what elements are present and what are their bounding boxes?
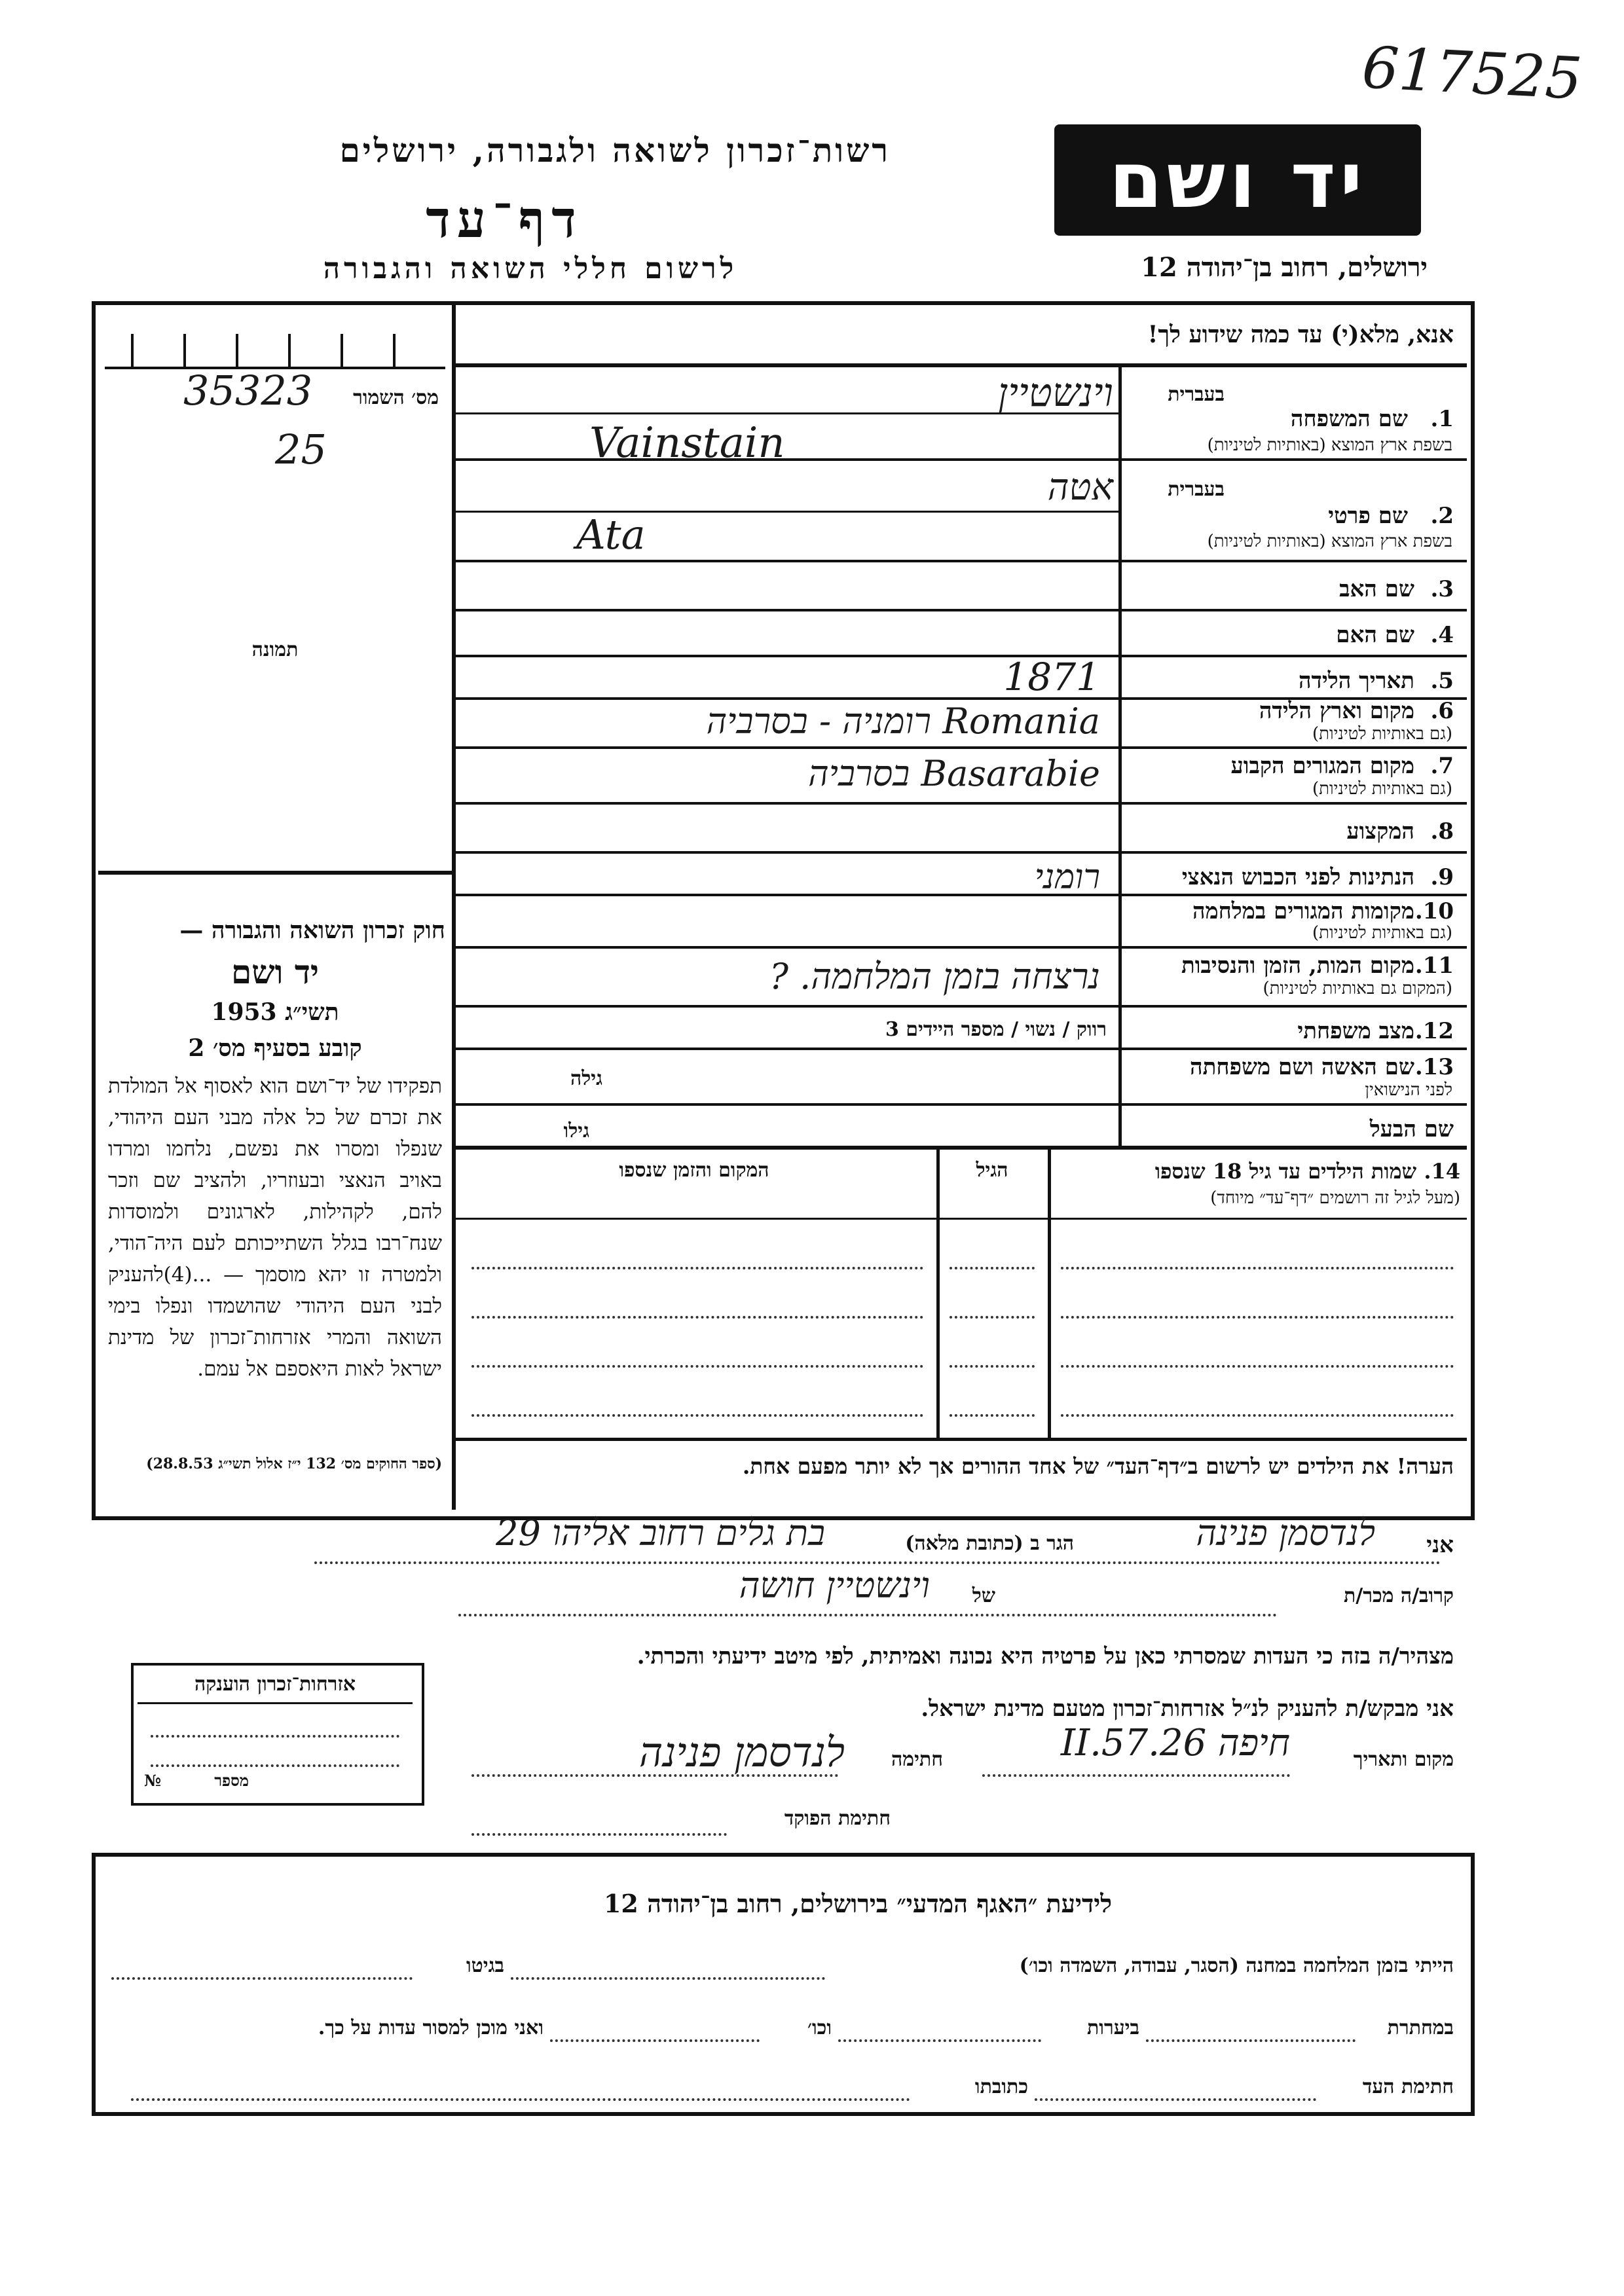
field-2-hebrew: אטה xyxy=(1047,466,1113,509)
field-7-label: מקום המגורים הקבוע xyxy=(1230,753,1414,779)
field-1-lang: בעברית xyxy=(1168,383,1225,406)
field-10-label: מקומות המגורים במלחמה xyxy=(1192,898,1414,924)
field-1-label: שם המשפחה xyxy=(1290,406,1408,432)
declaration-relative-label: קרוב/ה מכר/ת xyxy=(1343,1584,1454,1607)
registration-value: 35323 xyxy=(183,367,313,414)
header-title: דף־עד xyxy=(426,190,583,249)
field-1-latin: Vainstain xyxy=(589,419,785,467)
bottom-title: לידיעת ״האגף המדעי״ בירושלים, רחוב בן־יהודה 12 xyxy=(603,1889,1113,1918)
law-year: תשי״ג 1953 xyxy=(211,998,339,1026)
citizenship-title: אזרחות־זכרון הוענקה xyxy=(194,1673,356,1696)
document-number: 617525 xyxy=(1360,33,1584,113)
field-13-number: 13. xyxy=(1414,1054,1454,1080)
field-4-label: שם האם xyxy=(1336,622,1414,648)
field-12-number: 12. xyxy=(1414,1018,1454,1044)
field-6-sub: (גם באותיות לטיניות) xyxy=(1312,724,1452,744)
header-authority: רשות־זכרון לשואה ולגבורה, ירושלים xyxy=(339,131,891,170)
field-7-value: Basarabie בסרביה xyxy=(808,753,1100,794)
field-5-value: 1871 xyxy=(1003,655,1100,699)
bottom-line1-end: בגיטו xyxy=(466,1954,504,1977)
bottom-line2-etc: וכו׳ xyxy=(807,2016,832,2039)
note-text: הערה! את הילדים יש לרשום ב״דף־העד״ של אחד ההורים אך לא יותר מפעם אחת. xyxy=(742,1453,1454,1479)
declaration-ani: אני xyxy=(1426,1532,1454,1558)
declaration-statement: מצהיר/ה בזה כי העדות שמסרתי כאן על פרטיה היא נכונה ואמיתית, לפי מיטב ידיעתי והכרתי. xyxy=(637,1643,1454,1669)
citizenship-no: № xyxy=(144,1771,162,1790)
field-11-number: 11. xyxy=(1414,953,1454,979)
header-address: ירושלים, רחוב בן־יהודה 12 xyxy=(1141,252,1428,283)
declaration-of-label: של xyxy=(972,1584,995,1607)
field-13-sub: לפני הנישואין xyxy=(1365,1080,1452,1100)
photo-label: תמונה xyxy=(251,638,299,661)
declaration-name: לנדסמן פנינה xyxy=(1196,1512,1375,1554)
field-9-number: 9. xyxy=(1430,864,1454,890)
place-date-label: מקום ותאריך xyxy=(1353,1748,1454,1771)
field-2-lang: בעברית xyxy=(1168,478,1225,501)
field-2-sub: בשפת ארץ המוצא (באותיות לטיניות) xyxy=(1207,532,1452,551)
field-11-value: נרצחה בזמן המלחמה. ? xyxy=(769,956,1100,997)
law-reference: (ספר החוקים מס׳ 132 י״ז אלול תשי״ג 28.8.53) xyxy=(146,1455,442,1472)
field-2-latin: Ata xyxy=(576,511,646,558)
signature-label: חתימה xyxy=(891,1748,943,1771)
children-place-header: המקום והזמן שנספו xyxy=(619,1159,769,1182)
law-title: חוק זכרון השואה והגבורה — xyxy=(179,917,445,944)
bottom-line3-start: חתימת העד xyxy=(1362,2075,1454,2098)
bottom-line3-end: כתובתו xyxy=(974,2075,1028,2098)
law-text: תפקידו של יד־ושם הוא לאסוף אל המולדת את זכרם של כל אלה מבני העם היהודי, שנפלו ומסרו את נפשם, נלחמו ומרדו באויב הנאצי ובעוזריו, ולהציב שם וזכר להם, לקהילות, לארגונים ולמוסדות שנח־רבו בגלל השתייכותם לעם היה־הודי, ולמטרה זו יהא מוסמך — ...(4)להעניק לבני העם היהודי שהושמדו ונפלו בימי השואה והמרי אזרחות־זכרון של מדינת ישראל לאות היאספם אל עמם. xyxy=(108,1074,442,1381)
bottom-line2-end: ואני מוכן למסור עדות על כך. xyxy=(318,2016,544,2039)
citizenship-number-label: מספר xyxy=(214,1771,249,1790)
declaration-of-value: וינשטיין חושה xyxy=(739,1565,930,1606)
field-3-number: 3. xyxy=(1430,576,1454,602)
signature-value: לנדסמן פנינה xyxy=(638,1728,845,1776)
field-6-number: 6. xyxy=(1430,698,1454,724)
header-subtitle: לרשום חללי השואה והגבורה xyxy=(323,252,738,285)
registration-sub: 25 xyxy=(275,426,327,473)
left-column-divider xyxy=(452,305,456,1510)
field-9-label: הנתינות לפני הכבוש הנאצי xyxy=(1181,864,1414,890)
registration-label: מס׳ השמור xyxy=(353,386,439,409)
children-label: 14. שמות הילדים עד גיל 18 שנספו xyxy=(1154,1159,1460,1184)
field-3-label: שם האב xyxy=(1339,576,1414,602)
field-5-number: 5. xyxy=(1430,668,1454,694)
law-clause: קובע בסעיף מס׳ 2 xyxy=(188,1034,362,1062)
children-age-header: הגיל xyxy=(976,1159,1008,1182)
yad-vashem-logo xyxy=(1054,124,1421,236)
bottom-line2-mid: ביערות xyxy=(1086,2016,1139,2039)
declaration-address-label: הגר ב (כתובת מלאה) xyxy=(905,1532,1074,1555)
field-10-sub: (גם באותיות לטיניות) xyxy=(1312,923,1452,943)
field-7-sub: (גם באותיות לטיניות) xyxy=(1312,779,1452,799)
declaration-address: בת גלים רחוב אליהו 29 xyxy=(496,1512,825,1554)
intro-text: אנא, מלא(י) עד כמה שידוע לך! xyxy=(1147,321,1454,348)
field-5-label: תאריך הלידה xyxy=(1298,668,1414,694)
logo-text: יד ושם xyxy=(1109,135,1367,225)
husband-age-label: גילו xyxy=(563,1120,589,1142)
field-1-sub: בשפת ארץ המוצא (באותיות לטיניות) xyxy=(1207,435,1452,455)
bottom-line1: הייתי בזמן המלחמה במחנה (הסגר, עבודה, השמדה וכו׳) xyxy=(1019,1954,1454,1977)
field-2-number: 2. xyxy=(1430,503,1454,529)
label-column-divider xyxy=(1118,367,1122,1146)
field-6-value: Romania רומניה - בסרביה xyxy=(706,701,1100,742)
field-13-label: שם האשה ושם משפחתה xyxy=(1190,1054,1414,1080)
field-1-hebrew: וינשטיין xyxy=(997,370,1113,416)
registration-ticks xyxy=(105,327,445,369)
field-11-sub: (המקום גם באותיות לטיניות) xyxy=(1263,979,1452,998)
field-4-number: 4. xyxy=(1430,622,1454,648)
field-7-number: 7. xyxy=(1430,753,1454,779)
children-sub: (מעל לגיל זה רושמים ״דף־עד״ מיוחד) xyxy=(1210,1188,1460,1208)
official-signature-label: חתימת הפוקד xyxy=(784,1807,891,1830)
field-1-number: 1. xyxy=(1430,406,1454,432)
husband-label: שם הבעל xyxy=(1369,1116,1454,1142)
field-10-number: 10. xyxy=(1414,898,1454,924)
field-2-label: שם פרטי xyxy=(1328,503,1408,529)
field-6-label: מקום וארץ הלידה xyxy=(1259,698,1414,724)
field-9-value: רומני xyxy=(1034,858,1100,897)
field-8-number: 8. xyxy=(1430,818,1454,845)
field-11-label: מקום המות, הזמן והנסיבות xyxy=(1181,953,1414,979)
field-12-label: מצב משפחתי xyxy=(1297,1018,1414,1044)
law-name: יד ושם xyxy=(231,953,319,991)
field-8-label: המקצוע xyxy=(1346,818,1414,845)
field-12-value: רווק / נשוי / מספר היידים 3 xyxy=(885,1018,1107,1041)
declaration-request: אני מבקש/ת להעניק לנ״ל אזרחות־זכרון מטעם מדינת ישראל. xyxy=(921,1696,1454,1722)
bottom-line2-start: במחתרת xyxy=(1387,2016,1454,2039)
place-date-value: חיפה 26.II.57 xyxy=(1060,1722,1290,1764)
wife-age-label: גילה xyxy=(570,1067,602,1090)
